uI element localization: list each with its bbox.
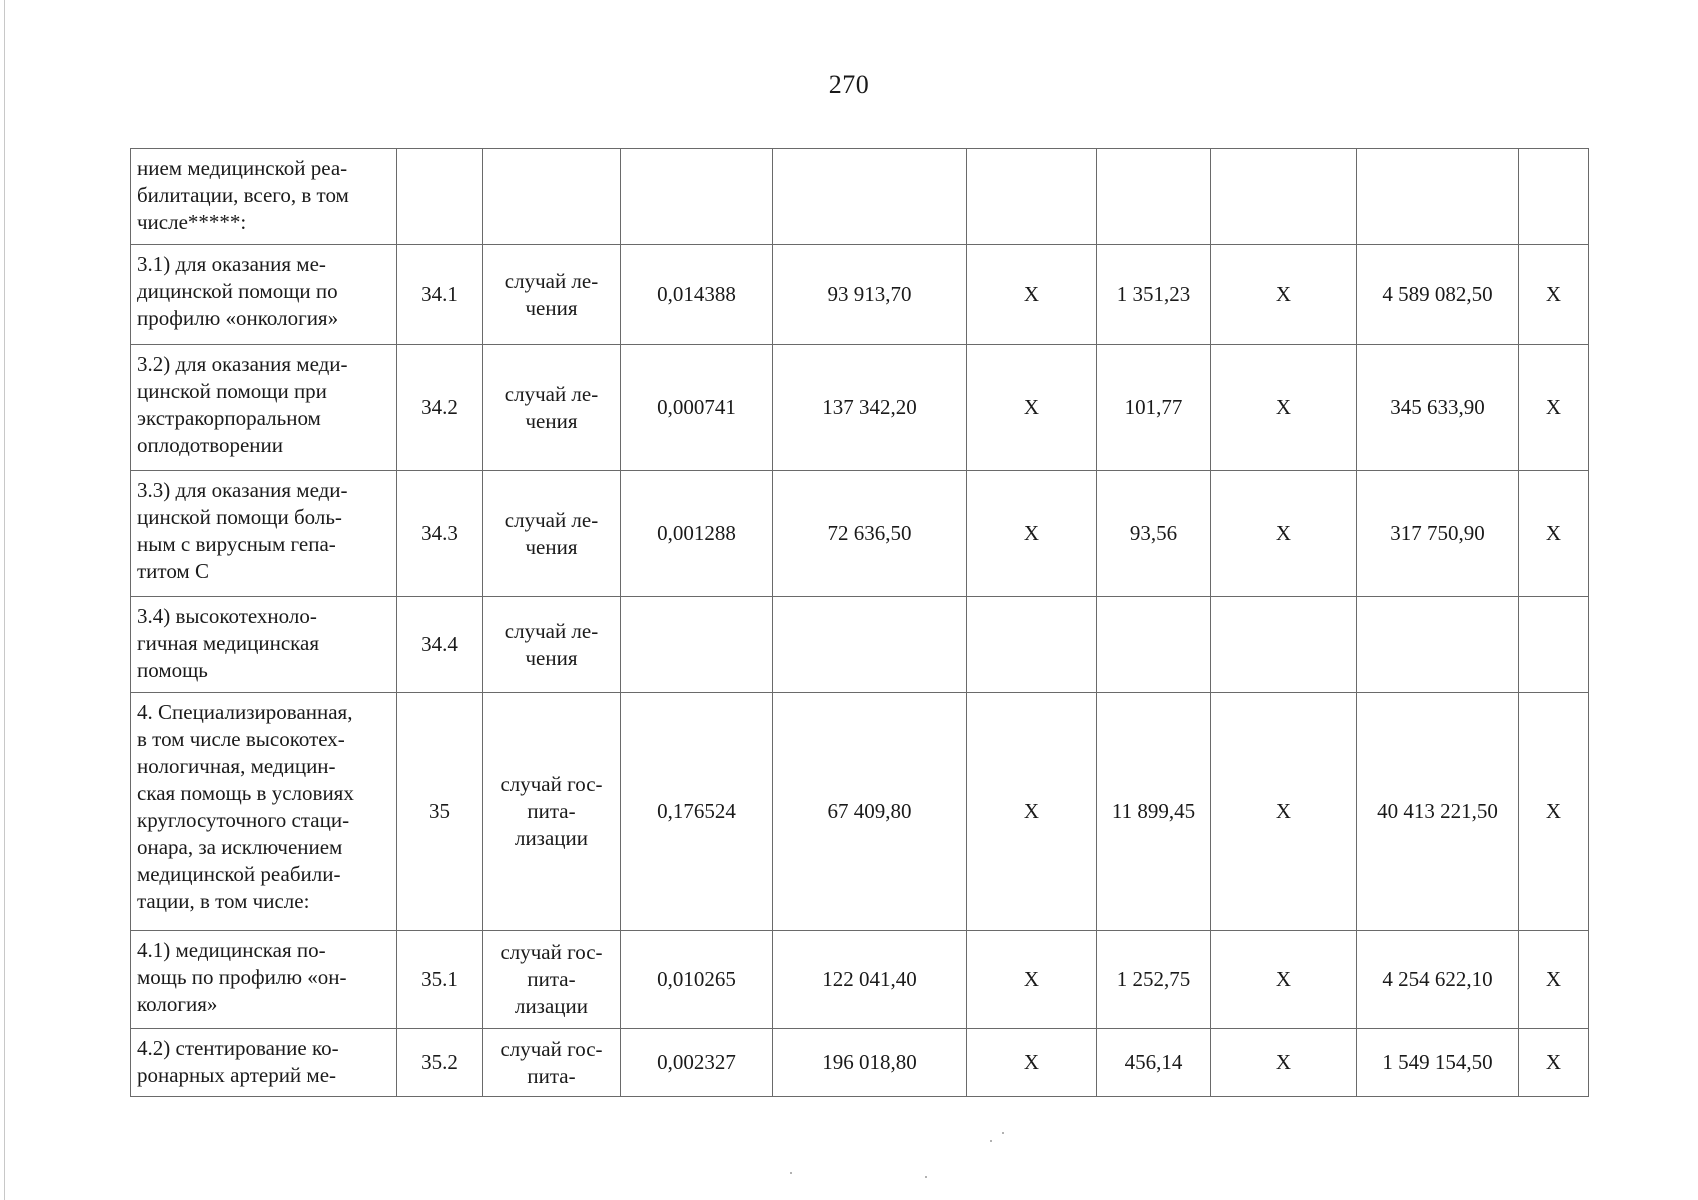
row-norm: 0,014388 <box>621 245 773 345</box>
row-name: 4.2) стентирование ко- ронарных артерий ме- <box>131 1029 397 1097</box>
page-number: 270 <box>828 70 870 99</box>
row-col9: 345 633,90 <box>1357 345 1519 471</box>
table-row <box>131 931 1589 1029</box>
row-col7: 1 351,23 <box>1097 245 1211 345</box>
row-col9: 4 254 622,10 <box>1357 931 1519 1029</box>
row-col9: 1 549 154,50 <box>1357 1029 1519 1097</box>
row-col9: 317 750,90 <box>1357 471 1519 597</box>
row-unit: случай ле- чения <box>483 471 621 597</box>
row-unit: случай гос- пита- лизации <box>483 693 621 931</box>
row-unit <box>483 149 621 245</box>
row-col8: X <box>1211 1029 1357 1097</box>
norms-table <box>130 148 1589 1097</box>
row-col10: X <box>1519 931 1589 1029</box>
row-code: 34.2 <box>397 345 483 471</box>
table-row <box>131 245 1589 345</box>
row-col6: X <box>967 245 1097 345</box>
row-cost: 72 636,50 <box>773 471 967 597</box>
scan-speck <box>790 1172 792 1174</box>
row-col10: X <box>1519 1029 1589 1097</box>
row-col9: 40 413 221,50 <box>1357 693 1519 931</box>
row-col8: X <box>1211 345 1357 471</box>
row-code: 34.4 <box>397 597 483 693</box>
row-norm: 0,002327 <box>621 1029 773 1097</box>
row-col7 <box>1097 597 1211 693</box>
row-cost: 93 913,70 <box>773 245 967 345</box>
row-col8: X <box>1211 471 1357 597</box>
row-norm: 0,010265 <box>621 931 773 1029</box>
row-col10: X <box>1519 693 1589 931</box>
row-name: 3.3) для оказания меди- цинской помощи боль- ным с вирусным гепа- титом С <box>131 471 397 597</box>
scan-speck <box>990 1140 992 1142</box>
row-name: 3.4) высокотехноло- гичная медицинская помощь <box>131 597 397 693</box>
table-row <box>131 149 1589 245</box>
row-col8: X <box>1211 245 1357 345</box>
table-row <box>131 693 1589 931</box>
row-col6: X <box>967 693 1097 931</box>
row-name: 3.2) для оказания меди- цинской помощи при экстракорпоральном оплодотворении <box>131 345 397 471</box>
row-col6: X <box>967 931 1097 1029</box>
row-col6: X <box>967 1029 1097 1097</box>
row-cost: 122 041,40 <box>773 931 967 1029</box>
row-code: 35 <box>397 693 483 931</box>
row-name: 3.1) для оказания ме- дицинской помощи по профилю «онкология» <box>131 245 397 345</box>
row-name: нием медицинской реа- билитации, всего, в том числе*****: <box>131 149 397 245</box>
row-norm: 0,176524 <box>621 693 773 931</box>
row-code: 34.1 <box>397 245 483 345</box>
row-col6: X <box>967 345 1097 471</box>
row-code <box>397 149 483 245</box>
table-row <box>131 345 1589 471</box>
row-col8: X <box>1211 931 1357 1029</box>
row-col6 <box>967 597 1097 693</box>
row-col10: X <box>1519 471 1589 597</box>
table-row <box>131 471 1589 597</box>
row-code: 34.3 <box>397 471 483 597</box>
row-unit: случай ле- чения <box>483 345 621 471</box>
row-cost <box>773 597 967 693</box>
row-cost: 137 342,20 <box>773 345 967 471</box>
row-col7: 1 252,75 <box>1097 931 1211 1029</box>
row-col10 <box>1519 149 1589 245</box>
scan-speck <box>1002 1132 1004 1134</box>
row-code: 35.1 <box>397 931 483 1029</box>
scan-speck <box>925 1176 927 1178</box>
row-col6 <box>967 149 1097 245</box>
row-norm <box>621 597 773 693</box>
row-col9 <box>1357 149 1519 245</box>
row-col9: 4 589 082,50 <box>1357 245 1519 345</box>
row-col8 <box>1211 597 1357 693</box>
row-col7 <box>1097 149 1211 245</box>
row-norm <box>621 149 773 245</box>
row-name: 4.1) медицинская по- мощь по профилю «он- кология» <box>131 931 397 1029</box>
row-col7: 456,14 <box>1097 1029 1211 1097</box>
row-code: 35.2 <box>397 1029 483 1097</box>
row-name: 4. Специализированная, в том числе высокотех- нологичная, медицин- ская помощь в условиях круглосуточного стаци- онара, за исключением медицинской реабили- тации, в том числе: <box>131 693 397 931</box>
row-norm: 0,000741 <box>621 345 773 471</box>
table-row <box>131 597 1589 693</box>
scan-left-edge <box>4 0 5 1200</box>
row-col8: X <box>1211 693 1357 931</box>
row-unit: случай ле- чения <box>483 597 621 693</box>
row-unit: случай ле- чения <box>483 245 621 345</box>
row-col10 <box>1519 597 1589 693</box>
row-col6: X <box>967 471 1097 597</box>
row-col9 <box>1357 597 1519 693</box>
row-cost: 67 409,80 <box>773 693 967 931</box>
row-unit: случай гос- пита- лизации <box>483 931 621 1029</box>
row-col7: 93,56 <box>1097 471 1211 597</box>
row-cost <box>773 149 967 245</box>
row-col10: X <box>1519 245 1589 345</box>
row-col10: X <box>1519 345 1589 471</box>
table-row <box>131 1029 1589 1097</box>
row-col7: 101,77 <box>1097 345 1211 471</box>
row-cost: 196 018,80 <box>773 1029 967 1097</box>
row-norm: 0,001288 <box>621 471 773 597</box>
row-col8 <box>1211 149 1357 245</box>
row-col7: 11 899,45 <box>1097 693 1211 931</box>
row-unit: случай гос- пита- <box>483 1029 621 1097</box>
